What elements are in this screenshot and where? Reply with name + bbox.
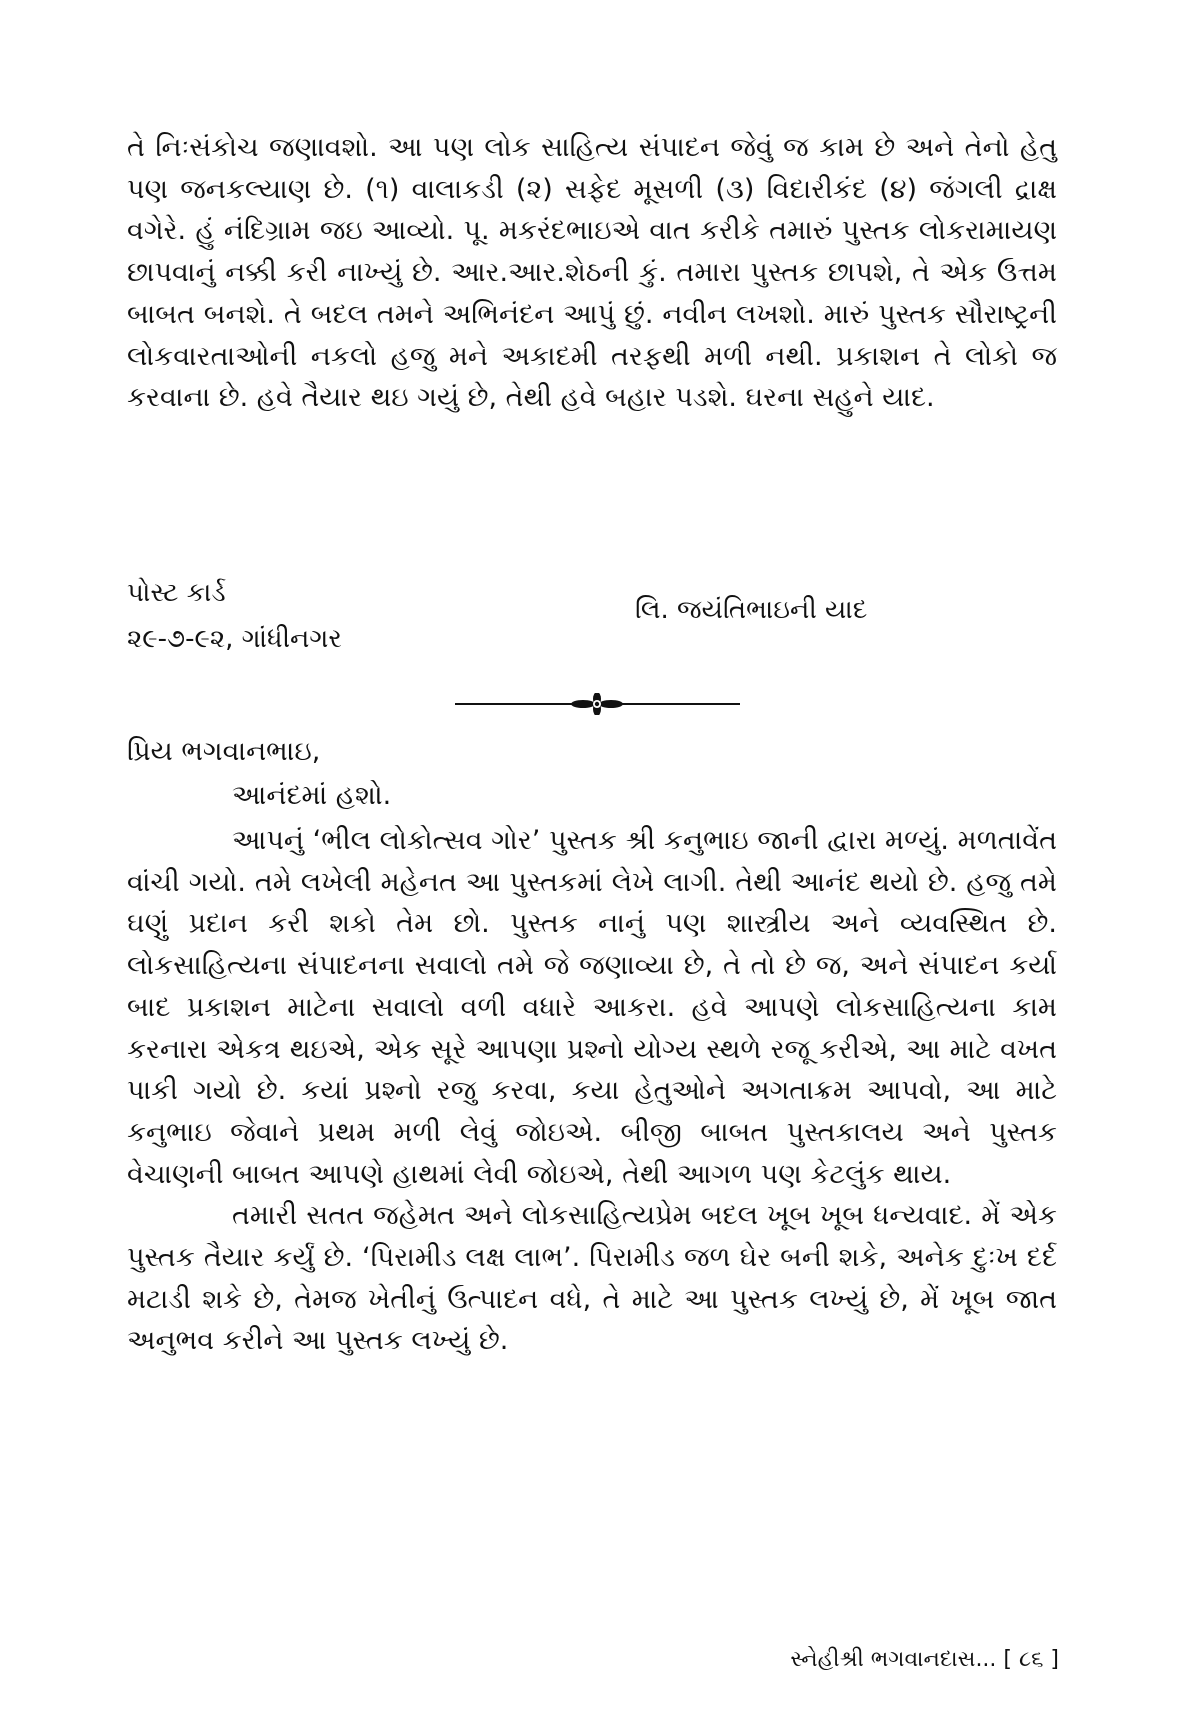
greeting: આનંદમાં હશો. xyxy=(232,780,392,811)
flourish-ornament-icon xyxy=(571,693,623,715)
top-paragraph-block xyxy=(127,127,1057,419)
salutation: પ્રિય ભગવાનભાઇ, xyxy=(127,736,321,767)
date-place: ૨૯-૭-૯૨, ગાંધીનગર xyxy=(127,624,342,654)
letter-meta xyxy=(127,578,1057,688)
letter-paragraph-1: આપનું ‘ભીલ લોકોત્સવ ગોર’ પુસ્તક શ્રી કનુભાઇ જાની દ્વારા મળ્યું. મળતાવેંત વાંચી ગયો. તમે લખેલી મહેનત આ પુસ્તકમાં લેખે લાગી. તેથી આનંદ થયો છે. હજુ તમે ઘણું પ્રદાન કરી શકો તેમ છો. પુસ્તક નાનું પણ શાસ્ત્રીય અને વ્યવસ્થિત છે. લોકસાહિત્યના સંપાદનના સવાલો તમે જે જણાવ્યા છે, તે તો છે જ, અને સંપાદન કર્યા બાદ પ્રકાશન માટેના સવાલો વળી વધારે આકરા. હવે આપણે લોકસાહિત્યના કામ કરનારા એકત્ર થઇએ, એક સૂરે આપણા પ્રશ્નો યોગ્ય સ્થળે રજૂ કરીએ, આ માટે વખત પાકી ગયો છે. કયાં પ્રશ્નો રજુ કરવા, કયા હેતુઓને અગતાક્રમ આપવો, આ માટે કનુભાઇ જેવાને પ્રથમ મળી લેવું જોઇએ. બીજી બાબત પુસ્તકાલય અને પુસ્તક વેચાણની બાબત આપણે હાથમાં લેવી જોઇએ, તેથી આગળ પણ કેટલુંક થાય. xyxy=(127,825,1057,1190)
signature: લિ. જયંતિભાઇની યાદ xyxy=(635,595,868,625)
letter-body xyxy=(127,730,1057,1362)
ornamental-divider xyxy=(455,693,740,715)
letter-paragraph-2: તમારી સતત જહેમત અને લોકસાહિત્યપ્રેમ બદલ ખૂબ ખૂબ ધન્યવાદ. મેં એક પુસ્તક તૈયાર કર્યું છે. ‘પિરામીડ લક્ષ લાભ’. પિરામીડ જળ ઘેર બની શકે, અનેક દુઃખ દર્દ મટાડી શકે છે, તેમજ ખેતીનું ઉત્પાદન વધે, તે માટે આ પુસ્તક લખ્યું છે, મેં ખૂબ જાત અનુભવ કરીને આ પુસ્તક લખ્યું છે. xyxy=(127,1200,1057,1357)
post-card-label: પોસ્ટ કાર્ડ xyxy=(127,578,226,608)
page-footer: સ્નેહીશ્રી ભગવાનદાસ... [ ૮૬ ] xyxy=(790,1647,1059,1672)
top-paragraph: તે નિઃસંકોચ જણાવશો. આ પણ લોક સાહિત્ય સંપાદન જેવું જ કામ છે અને તેનો હેતુ પણ જનકલ્યાણ છે. (૧) વાલાકડી (૨) સફેદ મૂસળી (૩) વિદારીકંદ (૪) જંગલી દ્રાક્ષ વગેરે. હું નંદિગ્રામ જઇ આવ્યો. પૂ. મકરંદભાઇએ વાત કરીકે તમારું પુસ્તક લોકરામાયણ છાપવાનું નક્કી કરી નાખ્યું છે. આર.આર.શેઠની કું. તમારા પુસ્તક છાપશે, તે એક ઉત્તમ બાબત બનશે. તે બદલ તમને અભિનંદન આપું છું. નવીન લખશો. મારું પુસ્તક સૌરાષ્ટ્રની લોકવારતાઓની નકલો હજુ મને અકાદમી તરફથી મળી નથી. પ્રકાશન તે લોકો જ કરવાના છે. હવે તૈયાર થઇ ગયું છે, તેથી હવે બહાર પડશે. ઘરના સહુને યાદ. xyxy=(127,132,1057,414)
